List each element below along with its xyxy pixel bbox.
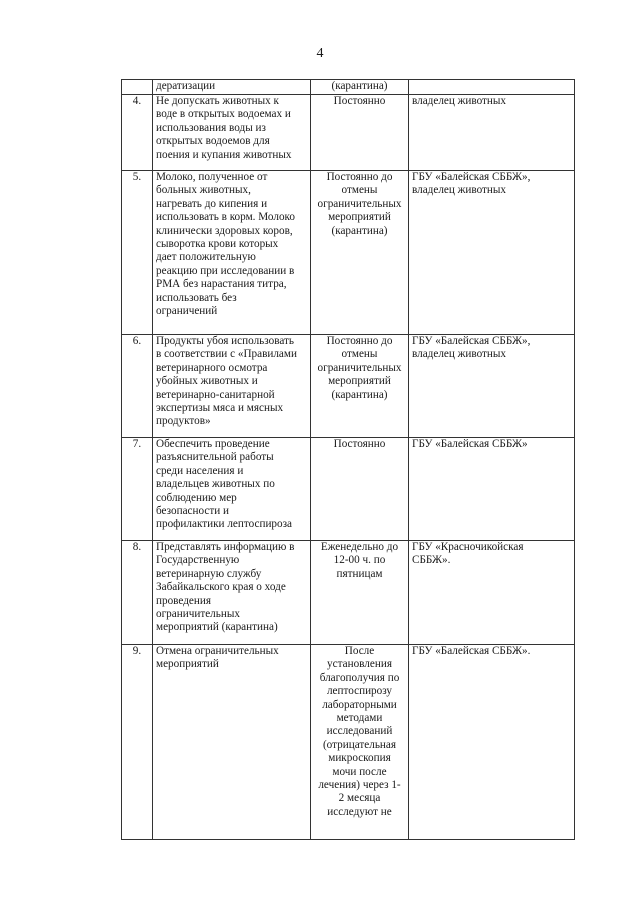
term-cell	[311, 438, 409, 541]
table-row	[122, 541, 575, 645]
table-row	[122, 80, 575, 95]
action-cell	[153, 171, 311, 335]
row-number: 4.	[122, 95, 153, 171]
responsible-cell	[409, 95, 575, 171]
term-cell	[311, 80, 409, 95]
responsible-cell	[409, 80, 575, 95]
table-row	[122, 438, 575, 541]
action-text: Отмена ограничительных мероприятий	[156, 645, 279, 671]
responsible-cell	[409, 438, 575, 541]
measures-table	[121, 79, 575, 840]
responsible-text: владелец животных	[412, 95, 507, 107]
action-cell	[153, 541, 311, 645]
term-text: Постоянно до отмены ограничительных мероприятий (карантина)	[317, 171, 402, 237]
table-row	[122, 645, 575, 840]
responsible-cell	[409, 171, 575, 335]
action-text: дератизации	[156, 80, 216, 92]
row-number: 7.	[122, 438, 153, 541]
term-cell	[311, 645, 409, 840]
term-cell	[311, 335, 409, 438]
action-text: Не допускать животных к воде в открытых водоемах и использования воды из открытых водоемов для поения и купания животных	[156, 95, 292, 161]
table-row	[122, 95, 575, 171]
row-number: 6.	[122, 335, 153, 438]
action-cell	[153, 438, 311, 541]
action-text: Представлять информацию в Государственную ветеринарную службу Забайкальского края о ходе проведения ограничительных мероприятий (карантина)	[156, 541, 295, 634]
action-cell	[153, 335, 311, 438]
term-cell	[311, 171, 409, 335]
action-text: Продукты убоя использовать в соответствии с «Правилами ветеринарного осмотра убойных животных и ветеринарно-санитарной экспертизы мяса и мясных продуктов»	[156, 335, 297, 428]
responsible-cell	[409, 541, 575, 645]
action-cell	[153, 95, 311, 171]
action-text: Молоко, полученное от больных животных, нагревать до кипения и использовать в корм. Молоко клинически здоровых коров, сыворотка крови которых дает положительную реакцию при исследовании в РМА без нарастания титра, использовать без ограничений	[156, 171, 296, 318]
row-number: 9.	[122, 645, 153, 840]
row-number: 5.	[122, 171, 153, 335]
responsible-text: ГБУ «Балейская СББЖ»	[412, 438, 528, 450]
term-cell	[311, 95, 409, 171]
responsible-text: ГБУ «Балейская СББЖ», владелец животных	[412, 171, 531, 197]
row-number	[122, 80, 153, 95]
page-number: 4	[316, 46, 324, 61]
action-cell	[153, 80, 311, 95]
responsible-text: ГБУ «Красночикойская СББЖ».	[412, 541, 524, 567]
responsible-cell	[409, 645, 575, 840]
responsible-text: ГБУ «Балейская СББЖ».	[412, 645, 531, 657]
row-number: 8.	[122, 541, 153, 645]
term-text: После установления благополучия по лептоспирозу лабораторными методами исследований (отрицательная микроскопия мочи после лечения) через 1- 2 месяца исследуют не	[318, 645, 401, 818]
term-text: (карантина)	[331, 80, 388, 92]
term-text: Постоянно до отмены ограничительных мероприятий (карантина)	[317, 335, 402, 401]
term-text: Еженедельно до 12-00 ч. по пятницам	[320, 541, 399, 580]
term-text: Постоянно	[333, 95, 386, 107]
action-text: Обеспечить проведение разъяснительной работы среди населения и владельцев животных по соблюдению мер безопасности и профилактики лептоспироза	[156, 438, 293, 531]
term-text: Постоянно	[333, 438, 386, 450]
responsible-text: ГБУ «Балейская СББЖ», владелец животных	[412, 335, 531, 361]
responsible-cell	[409, 335, 575, 438]
term-cell	[311, 541, 409, 645]
table-row	[122, 335, 575, 438]
table-row	[122, 171, 575, 335]
action-cell	[153, 645, 311, 840]
